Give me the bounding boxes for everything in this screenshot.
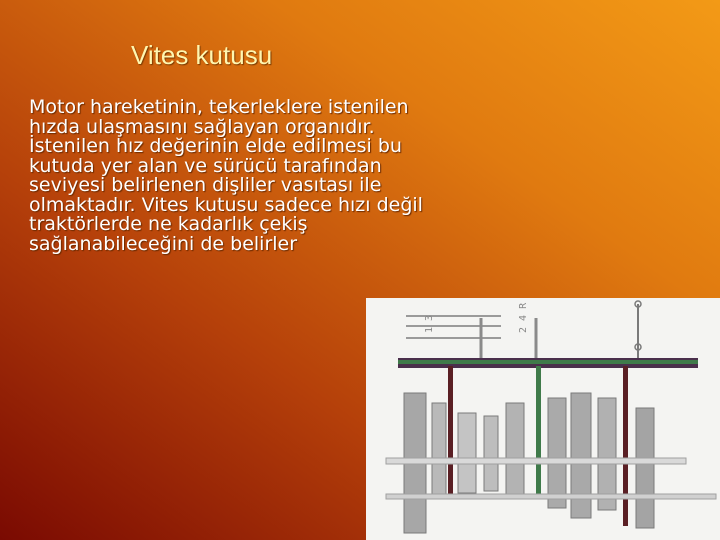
paragraph-line: hızda ulaşmasını sağlayan organıdır. <box>29 115 375 138</box>
slide-title: Vites kutusu <box>131 40 273 70</box>
counter-shaft <box>386 458 686 464</box>
paragraph-line: olmaktadır. Vites kutusu sadece hızı değil <box>29 193 423 216</box>
paragraph-line: traktörlerde ne kadarlık çekiş <box>29 213 308 235</box>
gearbox-diagram <box>366 298 720 540</box>
vertical-rod <box>448 366 453 494</box>
slide-paragraph <box>29 98 539 254</box>
lower-shaft <box>386 494 716 499</box>
gear-label-right: 2 4 R <box>518 302 529 333</box>
paragraph-line: İstenilen hız değerinin elde edilmesi bu <box>29 135 402 157</box>
paragraph-line: sağlanabileceğini de belirler <box>29 232 298 255</box>
vertical-rod <box>536 366 541 494</box>
vertical-rod <box>623 366 628 526</box>
paragraph-line: Motor hareketinin, tekerleklere istenilen <box>29 96 409 118</box>
paragraph-line: kutuda yer alan ve sürücü tarafından <box>29 154 382 177</box>
paragraph-line: seviyesi belirlenen dişliler vasıtası ile <box>29 174 382 196</box>
gearbox-illustration <box>366 298 720 540</box>
upper-shaft-green <box>398 360 698 364</box>
gear-label-left: 1 3 <box>424 314 435 333</box>
